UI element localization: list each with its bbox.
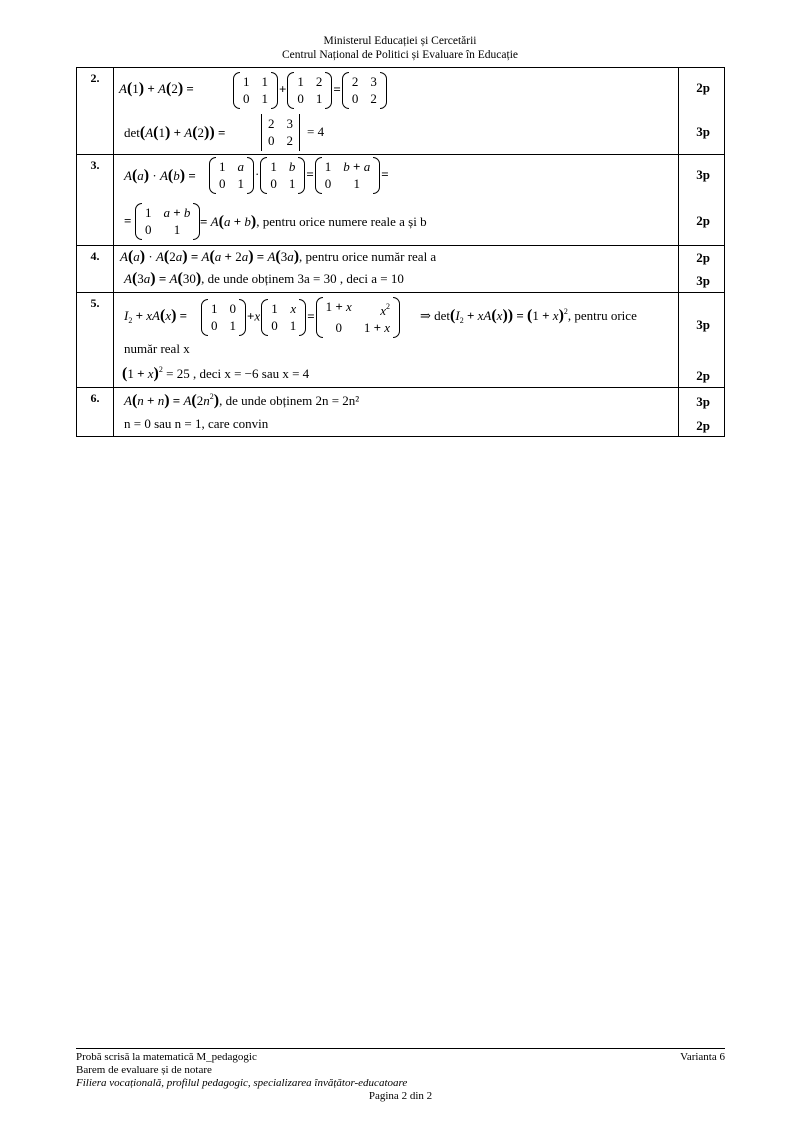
- item-number: 4.: [77, 246, 114, 293]
- points-column: [679, 388, 725, 437]
- table-row: [77, 388, 725, 437]
- solution-line: = 1 a + b 0 1 = A(a + b), pentru orice numere reale a și b: [114, 199, 678, 245]
- solution-line: $A(n + n) = A(2n^2)$, de unde obținem 2n = 2n²: [124, 392, 360, 409]
- matrix: 1 + x $x^2$ 0 1 + x: [316, 297, 400, 338]
- matrix: 1 x 0 1: [261, 299, 306, 336]
- solution-line: A(a) · A(b) = 1 a 0 1 · 1 b 0 1 = 1 b + a 0 1 =: [114, 155, 678, 199]
- item-content: [114, 293, 679, 388]
- solution-line: A(a) · A(2a) = A(a + 2a) = A(3a), pentru orice număr real a: [120, 248, 437, 265]
- solution-line: număr real x: [124, 341, 190, 356]
- solution-line: $I_2 + xA(x)$ = 1 0 0 1 +x 1 x 0 1 = 1 + x $x^2$ 0 1 + x ⇒ $\det(I_2 + xA(x)) = (1 + x)^2$, pentru orice: [114, 293, 678, 341]
- table-row: [77, 68, 725, 155]
- item-number: 6.: [77, 388, 114, 437]
- page-number: Pagina 2 din 2: [368, 1090, 433, 1102]
- matrix: 1 b 0 1: [260, 157, 305, 194]
- document-footer: [76, 1048, 725, 1103]
- table-row: [77, 155, 725, 246]
- center-name: Centrul Național de Politici și Evaluare în Educație: [281, 49, 518, 61]
- points: 2p: [696, 250, 710, 265]
- solution-line: A(1) + A(2) = 1 1 0 1 + 1 2 0 1 = 2 3 0 2: [114, 68, 678, 112]
- item-content: [114, 155, 679, 246]
- points: 3p: [696, 124, 710, 139]
- solution-line: det(A(1) + A(2)) = 2 3 0 2 = 4: [114, 112, 678, 154]
- determinant: 2 3 0 2: [261, 114, 300, 151]
- item-number: 3.: [77, 155, 114, 246]
- solution-line: n = 0 sau n = 1, care convin: [124, 416, 269, 431]
- matrix: 2 3 0 2: [342, 72, 387, 109]
- table-row: [77, 293, 725, 388]
- points: 2p: [696, 80, 710, 95]
- document-header: [0, 34, 800, 62]
- points: 3p: [696, 167, 710, 182]
- grading-table: [76, 67, 725, 437]
- matrix: 1 b + a 0 1: [315, 157, 380, 194]
- item-content: [114, 246, 679, 293]
- exam-title: Probă scrisă la matematică M_pedagogic: [76, 1051, 257, 1063]
- matrix: 1 1 0 1: [233, 72, 278, 109]
- specialization: Filiera vocațională, profilul pedagogic, specializarea învățător-educatoare: [76, 1077, 408, 1089]
- points-column: [679, 68, 725, 155]
- ministry-name: Ministerul Educației și Cercetării: [323, 35, 477, 47]
- grading-title: Barem de evaluare și de notare: [76, 1064, 212, 1076]
- variant-label: Varianta 6: [680, 1051, 725, 1063]
- points: 3p: [696, 273, 710, 288]
- points-column: [679, 246, 725, 293]
- solution-line: A(3a) = A(30), de unde obținem 3a = 30 , deci a = 10: [124, 270, 404, 287]
- points: 2p: [696, 213, 710, 228]
- points-column: [679, 155, 725, 246]
- matrix: 1 a 0 1: [209, 157, 254, 194]
- item-number: 2.: [77, 68, 114, 155]
- matrix: 1 0 0 1: [201, 299, 246, 336]
- points-column: [679, 293, 725, 388]
- points: 2p: [696, 368, 710, 383]
- item-number: 5.: [77, 293, 114, 388]
- table-row: [77, 246, 725, 293]
- matrix: 1 a + b 0 1: [135, 203, 200, 240]
- points: 2p: [696, 418, 710, 433]
- matrix: 1 2 0 1: [287, 72, 332, 109]
- item-content: [114, 68, 679, 155]
- item-content: [114, 388, 679, 437]
- points: 3p: [696, 317, 710, 332]
- points: 3p: [696, 394, 710, 409]
- solution-line: $(1 + x)^2 = 25$ , deci x = −6 sau x = 4: [122, 365, 310, 382]
